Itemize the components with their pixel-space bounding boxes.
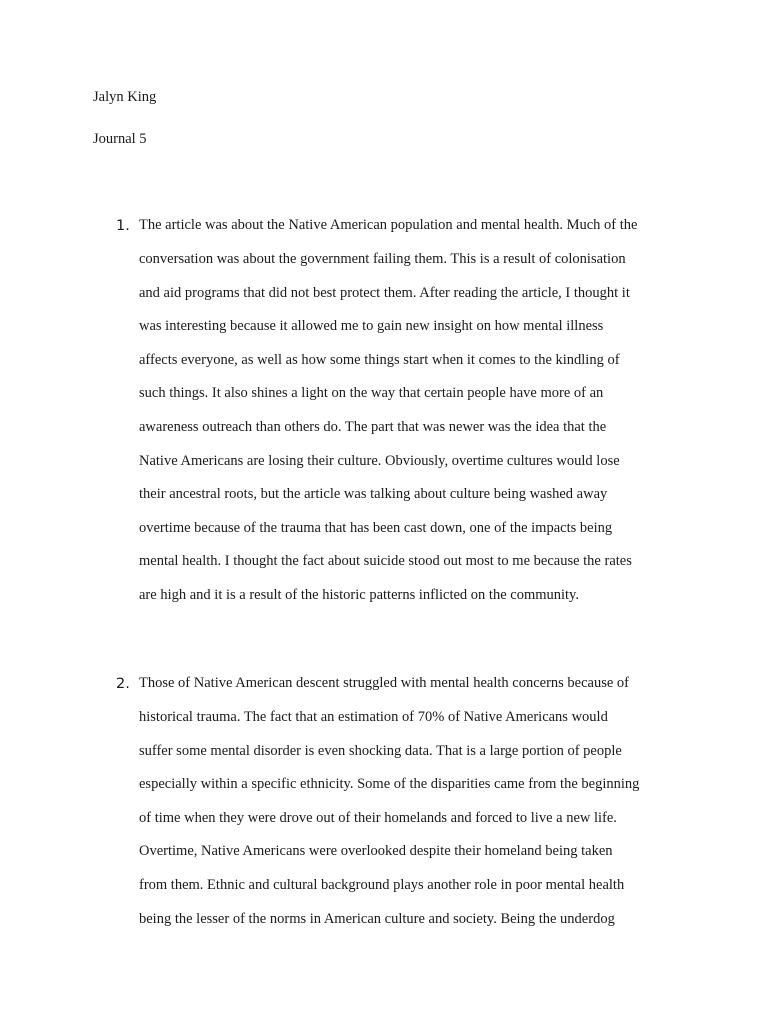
paragraph-line: awareness outreach than others do. The part that was newer was the idea that the — [139, 419, 607, 435]
paragraph-line: The article was about the Native American population and mental health. Much of the — [139, 217, 638, 233]
paragraph-line: from them. Ethnic and cultural background plays another role in poor mental health — [139, 877, 625, 893]
paragraph-line: suffer some mental disorder is even shocking data. That is a large portion of people — [139, 743, 622, 759]
paragraph-line: was interesting because it allowed me to gain new insight on how mental illness — [139, 318, 604, 334]
paragraph-line: Those of Native American descent struggled with mental health concerns because of — [139, 675, 630, 691]
paragraph-line: Native Americans are losing their culture. Obviously, overtime cultures would lose — [139, 453, 620, 469]
paragraph-line: their ancestral roots, but the article was talking about culture being washed away — [139, 486, 608, 502]
paragraph-line: being the lesser of the norms in American culture and society. Being the underdog — [139, 911, 615, 927]
paragraph-line: such things. It also shines a light on the way that certain people have more of an — [139, 385, 604, 401]
paragraph-line: of time when they were drove out of their homelands and forced to live a new life. — [139, 810, 617, 826]
paragraph-line: Overtime, Native Americans were overlooked despite their homeland being taken — [139, 843, 613, 859]
paragraph-line: especially within a specific ethnicity. Some of the disparities came from the beginning — [139, 776, 640, 792]
paragraph-line: affects everyone, as well as how some things start when it comes to the kindling of — [139, 352, 620, 368]
list-item-number: 2. — [116, 676, 130, 692]
paragraph-line: historical trauma. The fact that an estimation of 70% of Native Americans would — [139, 709, 608, 725]
paragraph-line: overtime because of the trauma that has been cast down, one of the impacts being — [139, 520, 613, 536]
paragraph-line: conversation was about the government failing them. This is a result of colonisation — [139, 251, 626, 267]
paragraph-line: are high and it is a result of the historic patterns inflicted on the community. — [139, 587, 579, 603]
list-item-number: 1. — [116, 218, 130, 234]
journal-title: Journal 5 — [93, 131, 147, 147]
paragraph-line: mental health. I thought the fact about suicide stood out most to me because the rates — [139, 553, 632, 569]
paragraph-line: and aid programs that did not best protect them. After reading the article, I thought it — [139, 285, 630, 301]
author-name: Jalyn King — [93, 89, 157, 105]
